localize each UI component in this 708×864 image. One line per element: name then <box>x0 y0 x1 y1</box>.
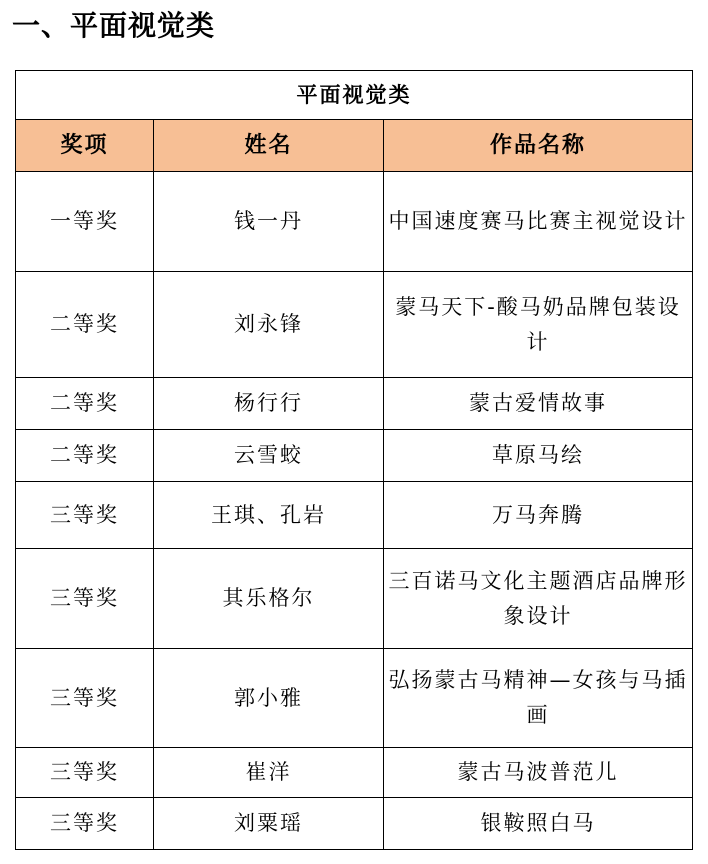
table-row <box>16 430 693 482</box>
awards-table <box>15 70 693 850</box>
table-row <box>16 798 693 850</box>
table-header-row <box>16 120 693 172</box>
award-cell: 三等奖 <box>16 798 154 850</box>
section-heading: 一、平面视觉类 <box>12 9 216 42</box>
work-cell: 三百诺马文化主题酒店品牌形象设计 <box>384 549 693 649</box>
table-row <box>16 649 693 748</box>
table-row <box>16 748 693 798</box>
award-cell: 三等奖 <box>16 748 154 798</box>
award-cell: 二等奖 <box>16 272 154 378</box>
name-cell: 刘粟瑶 <box>154 798 384 850</box>
name-cell: 王琪、孔岩 <box>154 482 384 549</box>
work-cell: 银鞍照白马 <box>384 798 693 850</box>
award-cell: 一等奖 <box>16 172 154 272</box>
award-cell: 三等奖 <box>16 649 154 748</box>
header-award: 奖项 <box>16 120 154 172</box>
table-row <box>16 378 693 430</box>
table-row <box>16 482 693 549</box>
name-cell: 钱一丹 <box>154 172 384 272</box>
name-cell: 刘永锋 <box>154 272 384 378</box>
work-cell: 中国速度赛马比赛主视觉设计 <box>384 172 693 272</box>
award-cell: 二等奖 <box>16 430 154 482</box>
award-cell: 三等奖 <box>16 549 154 649</box>
table-caption: 平面视觉类 <box>16 71 693 120</box>
award-cell: 二等奖 <box>16 378 154 430</box>
table-caption-row <box>16 71 693 120</box>
name-cell: 郭小雅 <box>154 649 384 748</box>
award-cell: 三等奖 <box>16 482 154 549</box>
name-cell: 崔洋 <box>154 748 384 798</box>
work-cell: 蒙马天下-酸马奶品牌包装设计 <box>384 272 693 378</box>
table-row <box>16 172 693 272</box>
table-row <box>16 549 693 649</box>
work-cell: 草原马绘 <box>384 430 693 482</box>
work-cell: 弘扬蒙古马精神—女孩与马插画 <box>384 649 693 748</box>
name-cell: 杨行行 <box>154 378 384 430</box>
name-cell: 云雪蛟 <box>154 430 384 482</box>
work-cell: 万马奔腾 <box>384 482 693 549</box>
header-work: 作品名称 <box>384 120 693 172</box>
work-cell: 蒙古爱情故事 <box>384 378 693 430</box>
table-row <box>16 272 693 378</box>
work-cell: 蒙古马波普范儿 <box>384 748 693 798</box>
name-cell: 其乐格尔 <box>154 549 384 649</box>
header-name: 姓名 <box>154 120 384 172</box>
